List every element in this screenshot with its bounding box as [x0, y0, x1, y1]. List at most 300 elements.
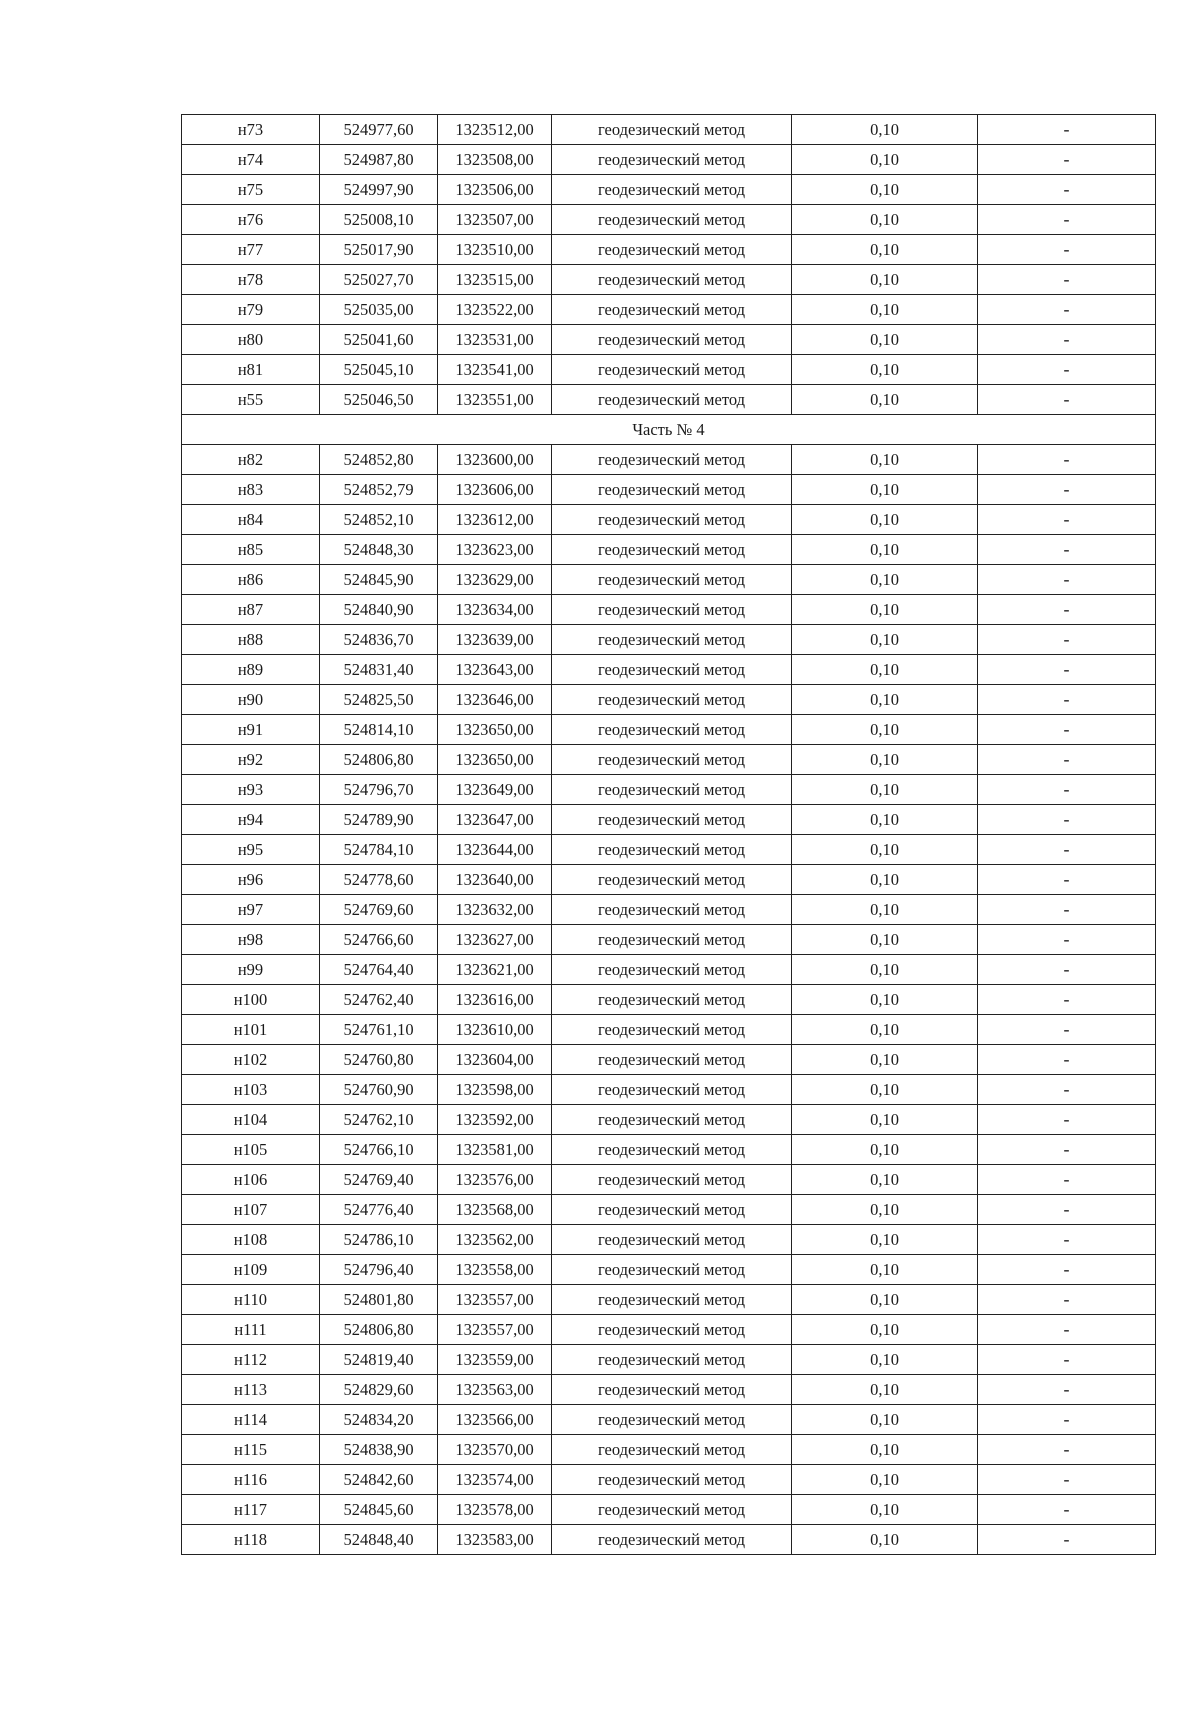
accuracy-cell: 0,10: [792, 175, 978, 205]
table-row: [182, 1495, 1156, 1525]
point-name-cell: н94: [182, 805, 320, 835]
table-row: [182, 205, 1156, 235]
x-coordinate-cell: 525046,50: [320, 385, 438, 415]
point-name-cell: н116: [182, 1465, 320, 1495]
table-row: [182, 235, 1156, 265]
y-coordinate-cell: 1323566,00: [438, 1405, 552, 1435]
point-name-cell: н83: [182, 475, 320, 505]
point-name-cell: н105: [182, 1135, 320, 1165]
x-coordinate-cell: 524784,10: [320, 835, 438, 865]
point-name-cell: н97: [182, 895, 320, 925]
accuracy-cell: 0,10: [792, 895, 978, 925]
x-coordinate-cell: 524977,60: [320, 115, 438, 145]
table-row: [182, 955, 1156, 985]
accuracy-cell: 0,10: [792, 235, 978, 265]
method-cell: геодезический метод: [552, 625, 792, 655]
note-cell: -: [978, 775, 1156, 805]
method-cell: геодезический метод: [552, 1135, 792, 1165]
method-cell: геодезический метод: [552, 1345, 792, 1375]
coordinates-table: [181, 114, 1156, 1555]
x-coordinate-cell: 524852,80: [320, 445, 438, 475]
point-name-cell: н110: [182, 1285, 320, 1315]
y-coordinate-cell: 1323531,00: [438, 325, 552, 355]
accuracy-cell: 0,10: [792, 1315, 978, 1345]
y-coordinate-cell: 1323557,00: [438, 1315, 552, 1345]
table-row: [182, 1465, 1156, 1495]
note-cell: -: [978, 175, 1156, 205]
x-coordinate-cell: 524852,79: [320, 475, 438, 505]
method-cell: геодезический метод: [552, 1225, 792, 1255]
y-coordinate-cell: 1323646,00: [438, 685, 552, 715]
table-row: [182, 715, 1156, 745]
accuracy-cell: 0,10: [792, 805, 978, 835]
method-cell: геодезический метод: [552, 685, 792, 715]
method-cell: геодезический метод: [552, 565, 792, 595]
accuracy-cell: 0,10: [792, 1135, 978, 1165]
table-row: [182, 295, 1156, 325]
table-row: [182, 115, 1156, 145]
note-cell: -: [978, 715, 1156, 745]
note-cell: -: [978, 505, 1156, 535]
method-cell: геодезический метод: [552, 1525, 792, 1555]
method-cell: геодезический метод: [552, 865, 792, 895]
method-cell: геодезический метод: [552, 1015, 792, 1045]
note-cell: -: [978, 1285, 1156, 1315]
table-row: [182, 505, 1156, 535]
x-coordinate-cell: 524987,80: [320, 145, 438, 175]
accuracy-cell: 0,10: [792, 655, 978, 685]
note-cell: -: [978, 685, 1156, 715]
x-coordinate-cell: 524786,10: [320, 1225, 438, 1255]
x-coordinate-cell: 524848,40: [320, 1525, 438, 1555]
y-coordinate-cell: 1323621,00: [438, 955, 552, 985]
point-name-cell: н101: [182, 1015, 320, 1045]
table-row: [182, 925, 1156, 955]
table-row: [182, 265, 1156, 295]
table-row: [182, 1375, 1156, 1405]
accuracy-cell: 0,10: [792, 475, 978, 505]
coordinates-table-body: [182, 115, 1156, 1555]
x-coordinate-cell: 524760,80: [320, 1045, 438, 1075]
note-cell: -: [978, 145, 1156, 175]
method-cell: геодезический метод: [552, 1255, 792, 1285]
accuracy-cell: 0,10: [792, 745, 978, 775]
table-row: [182, 1315, 1156, 1345]
note-cell: -: [978, 1435, 1156, 1465]
y-coordinate-cell: 1323643,00: [438, 655, 552, 685]
note-cell: -: [978, 655, 1156, 685]
table-row: [182, 625, 1156, 655]
table-row: [182, 745, 1156, 775]
y-coordinate-cell: 1323600,00: [438, 445, 552, 475]
x-coordinate-cell: 524762,10: [320, 1105, 438, 1135]
x-coordinate-cell: 524825,50: [320, 685, 438, 715]
table-row: [182, 805, 1156, 835]
table-row: [182, 1255, 1156, 1285]
accuracy-cell: 0,10: [792, 1165, 978, 1195]
accuracy-cell: 0,10: [792, 595, 978, 625]
method-cell: геодезический метод: [552, 1375, 792, 1405]
method-cell: геодезический метод: [552, 325, 792, 355]
y-coordinate-cell: 1323574,00: [438, 1465, 552, 1495]
y-coordinate-cell: 1323612,00: [438, 505, 552, 535]
accuracy-cell: 0,10: [792, 955, 978, 985]
y-coordinate-cell: 1323515,00: [438, 265, 552, 295]
note-cell: -: [978, 1225, 1156, 1255]
note-cell: -: [978, 1075, 1156, 1105]
point-name-cell: н102: [182, 1045, 320, 1075]
table-row: [182, 1525, 1156, 1555]
y-coordinate-cell: 1323627,00: [438, 925, 552, 955]
y-coordinate-cell: 1323616,00: [438, 985, 552, 1015]
accuracy-cell: 0,10: [792, 1195, 978, 1225]
note-cell: -: [978, 1405, 1156, 1435]
note-cell: -: [978, 595, 1156, 625]
table-row: [182, 475, 1156, 505]
y-coordinate-cell: 1323592,00: [438, 1105, 552, 1135]
table-row: [182, 1285, 1156, 1315]
table-row: [182, 565, 1156, 595]
accuracy-cell: 0,10: [792, 985, 978, 1015]
x-coordinate-cell: 524842,60: [320, 1465, 438, 1495]
accuracy-cell: 0,10: [792, 1255, 978, 1285]
method-cell: геодезический метод: [552, 955, 792, 985]
accuracy-cell: 0,10: [792, 385, 978, 415]
table-row: [182, 1435, 1156, 1465]
point-name-cell: н92: [182, 745, 320, 775]
point-name-cell: н115: [182, 1435, 320, 1465]
note-cell: -: [978, 205, 1156, 235]
x-coordinate-cell: 524831,40: [320, 655, 438, 685]
x-coordinate-cell: 524760,90: [320, 1075, 438, 1105]
x-coordinate-cell: 524845,60: [320, 1495, 438, 1525]
x-coordinate-cell: 525027,70: [320, 265, 438, 295]
accuracy-cell: 0,10: [792, 445, 978, 475]
y-coordinate-cell: 1323649,00: [438, 775, 552, 805]
accuracy-cell: 0,10: [792, 715, 978, 745]
note-cell: -: [978, 1165, 1156, 1195]
point-name-cell: н82: [182, 445, 320, 475]
x-coordinate-cell: 524836,70: [320, 625, 438, 655]
y-coordinate-cell: 1323647,00: [438, 805, 552, 835]
x-coordinate-cell: 524776,40: [320, 1195, 438, 1225]
accuracy-cell: 0,10: [792, 1525, 978, 1555]
point-name-cell: н98: [182, 925, 320, 955]
x-coordinate-cell: 524766,60: [320, 925, 438, 955]
point-name-cell: н96: [182, 865, 320, 895]
note-cell: -: [978, 235, 1156, 265]
method-cell: геодезический метод: [552, 1105, 792, 1135]
note-cell: -: [978, 265, 1156, 295]
method-cell: геодезический метод: [552, 295, 792, 325]
method-cell: геодезический метод: [552, 355, 792, 385]
point-name-cell: н88: [182, 625, 320, 655]
point-name-cell: н85: [182, 535, 320, 565]
accuracy-cell: 0,10: [792, 1075, 978, 1105]
method-cell: геодезический метод: [552, 1195, 792, 1225]
accuracy-cell: 0,10: [792, 925, 978, 955]
y-coordinate-cell: 1323623,00: [438, 535, 552, 565]
method-cell: геодезический метод: [552, 535, 792, 565]
method-cell: геодезический метод: [552, 595, 792, 625]
method-cell: геодезический метод: [552, 115, 792, 145]
x-coordinate-cell: 524852,10: [320, 505, 438, 535]
y-coordinate-cell: 1323562,00: [438, 1225, 552, 1255]
note-cell: -: [978, 445, 1156, 475]
method-cell: геодезический метод: [552, 205, 792, 235]
point-name-cell: н80: [182, 325, 320, 355]
point-name-cell: н100: [182, 985, 320, 1015]
x-coordinate-cell: 524769,60: [320, 895, 438, 925]
x-coordinate-cell: 524766,10: [320, 1135, 438, 1165]
point-name-cell: н76: [182, 205, 320, 235]
table-row: [182, 175, 1156, 205]
note-cell: -: [978, 835, 1156, 865]
accuracy-cell: 0,10: [792, 355, 978, 385]
y-coordinate-cell: 1323634,00: [438, 595, 552, 625]
note-cell: -: [978, 745, 1156, 775]
x-coordinate-cell: 525017,90: [320, 235, 438, 265]
table-row: [182, 1105, 1156, 1135]
point-name-cell: н109: [182, 1255, 320, 1285]
table-row: [182, 595, 1156, 625]
accuracy-cell: 0,10: [792, 1405, 978, 1435]
note-cell: -: [978, 865, 1156, 895]
accuracy-cell: 0,10: [792, 1495, 978, 1525]
note-cell: -: [978, 895, 1156, 925]
method-cell: геодезический метод: [552, 1435, 792, 1465]
table-row: [182, 445, 1156, 475]
table-row: [182, 895, 1156, 925]
note-cell: -: [978, 1135, 1156, 1165]
accuracy-cell: 0,10: [792, 1285, 978, 1315]
point-name-cell: н118: [182, 1525, 320, 1555]
accuracy-cell: 0,10: [792, 775, 978, 805]
table-row: [182, 1135, 1156, 1165]
point-name-cell: н103: [182, 1075, 320, 1105]
table-row: [182, 1195, 1156, 1225]
x-coordinate-cell: 524769,40: [320, 1165, 438, 1195]
note-cell: -: [978, 1045, 1156, 1075]
x-coordinate-cell: 524761,10: [320, 1015, 438, 1045]
table-row: [182, 1045, 1156, 1075]
section-title: Часть № 4: [182, 415, 1156, 445]
note-cell: -: [978, 1105, 1156, 1135]
accuracy-cell: 0,10: [792, 115, 978, 145]
note-cell: -: [978, 115, 1156, 145]
y-coordinate-cell: 1323506,00: [438, 175, 552, 205]
point-name-cell: н117: [182, 1495, 320, 1525]
point-name-cell: н107: [182, 1195, 320, 1225]
y-coordinate-cell: 1323610,00: [438, 1015, 552, 1045]
x-coordinate-cell: 524845,90: [320, 565, 438, 595]
method-cell: геодезический метод: [552, 445, 792, 475]
method-cell: геодезический метод: [552, 475, 792, 505]
method-cell: геодезический метод: [552, 235, 792, 265]
point-name-cell: н104: [182, 1105, 320, 1135]
accuracy-cell: 0,10: [792, 1045, 978, 1075]
note-cell: -: [978, 1345, 1156, 1375]
accuracy-cell: 0,10: [792, 1225, 978, 1255]
table-row: [182, 355, 1156, 385]
x-coordinate-cell: 525045,10: [320, 355, 438, 385]
point-name-cell: н75: [182, 175, 320, 205]
accuracy-cell: 0,10: [792, 1465, 978, 1495]
point-name-cell: н93: [182, 775, 320, 805]
method-cell: геодезический метод: [552, 985, 792, 1015]
y-coordinate-cell: 1323650,00: [438, 715, 552, 745]
note-cell: -: [978, 565, 1156, 595]
accuracy-cell: 0,10: [792, 325, 978, 355]
point-name-cell: н95: [182, 835, 320, 865]
accuracy-cell: 0,10: [792, 295, 978, 325]
y-coordinate-cell: 1323522,00: [438, 295, 552, 325]
point-name-cell: н90: [182, 685, 320, 715]
note-cell: -: [978, 295, 1156, 325]
point-name-cell: н74: [182, 145, 320, 175]
accuracy-cell: 0,10: [792, 1015, 978, 1045]
point-name-cell: н112: [182, 1345, 320, 1375]
y-coordinate-cell: 1323563,00: [438, 1375, 552, 1405]
point-name-cell: н79: [182, 295, 320, 325]
table-row: [182, 1405, 1156, 1435]
x-coordinate-cell: 525035,00: [320, 295, 438, 325]
y-coordinate-cell: 1323507,00: [438, 205, 552, 235]
method-cell: геодезический метод: [552, 1495, 792, 1525]
x-coordinate-cell: 524778,60: [320, 865, 438, 895]
note-cell: -: [978, 535, 1156, 565]
accuracy-cell: 0,10: [792, 1345, 978, 1375]
method-cell: геодезический метод: [552, 805, 792, 835]
method-cell: геодезический метод: [552, 1075, 792, 1105]
point-name-cell: н86: [182, 565, 320, 595]
y-coordinate-cell: 1323581,00: [438, 1135, 552, 1165]
x-coordinate-cell: 524806,80: [320, 745, 438, 775]
method-cell: геодезический метод: [552, 175, 792, 205]
table-row: [182, 1165, 1156, 1195]
point-name-cell: н84: [182, 505, 320, 535]
y-coordinate-cell: 1323568,00: [438, 1195, 552, 1225]
method-cell: геодезический метод: [552, 775, 792, 805]
table-row: [182, 1225, 1156, 1255]
method-cell: геодезический метод: [552, 715, 792, 745]
note-cell: -: [978, 925, 1156, 955]
method-cell: геодезический метод: [552, 145, 792, 175]
y-coordinate-cell: 1323606,00: [438, 475, 552, 505]
method-cell: геодезический метод: [552, 1045, 792, 1075]
x-coordinate-cell: 524829,60: [320, 1375, 438, 1405]
method-cell: геодезический метод: [552, 895, 792, 925]
table-row: [182, 1015, 1156, 1045]
x-coordinate-cell: 524796,70: [320, 775, 438, 805]
x-coordinate-cell: 524801,80: [320, 1285, 438, 1315]
x-coordinate-cell: 525008,10: [320, 205, 438, 235]
table-row: [182, 145, 1156, 175]
y-coordinate-cell: 1323640,00: [438, 865, 552, 895]
note-cell: -: [978, 475, 1156, 505]
x-coordinate-cell: 524814,10: [320, 715, 438, 745]
accuracy-cell: 0,10: [792, 145, 978, 175]
note-cell: -: [978, 1495, 1156, 1525]
x-coordinate-cell: 525041,60: [320, 325, 438, 355]
table-row: [182, 1075, 1156, 1105]
accuracy-cell: 0,10: [792, 1105, 978, 1135]
y-coordinate-cell: 1323639,00: [438, 625, 552, 655]
y-coordinate-cell: 1323551,00: [438, 385, 552, 415]
x-coordinate-cell: 524764,40: [320, 955, 438, 985]
point-name-cell: н91: [182, 715, 320, 745]
note-cell: -: [978, 325, 1156, 355]
y-coordinate-cell: 1323510,00: [438, 235, 552, 265]
accuracy-cell: 0,10: [792, 835, 978, 865]
point-name-cell: н114: [182, 1405, 320, 1435]
method-cell: геодезический метод: [552, 745, 792, 775]
note-cell: -: [978, 985, 1156, 1015]
table-row: [182, 775, 1156, 805]
point-name-cell: н106: [182, 1165, 320, 1195]
note-cell: -: [978, 1255, 1156, 1285]
y-coordinate-cell: 1323578,00: [438, 1495, 552, 1525]
note-cell: -: [978, 805, 1156, 835]
table-row: [182, 325, 1156, 355]
y-coordinate-cell: 1323598,00: [438, 1075, 552, 1105]
method-cell: геодезический метод: [552, 925, 792, 955]
method-cell: геодезический метод: [552, 1165, 792, 1195]
note-cell: -: [978, 385, 1156, 415]
note-cell: -: [978, 1525, 1156, 1555]
note-cell: -: [978, 1315, 1156, 1345]
accuracy-cell: 0,10: [792, 685, 978, 715]
y-coordinate-cell: 1323512,00: [438, 115, 552, 145]
y-coordinate-cell: 1323604,00: [438, 1045, 552, 1075]
x-coordinate-cell: 524819,40: [320, 1345, 438, 1375]
y-coordinate-cell: 1323632,00: [438, 895, 552, 925]
table-row: [182, 865, 1156, 895]
y-coordinate-cell: 1323576,00: [438, 1165, 552, 1195]
x-coordinate-cell: 524806,80: [320, 1315, 438, 1345]
method-cell: геодезический метод: [552, 265, 792, 295]
accuracy-cell: 0,10: [792, 1435, 978, 1465]
accuracy-cell: 0,10: [792, 625, 978, 655]
method-cell: геодезический метод: [552, 385, 792, 415]
note-cell: -: [978, 355, 1156, 385]
y-coordinate-cell: 1323644,00: [438, 835, 552, 865]
note-cell: -: [978, 1375, 1156, 1405]
y-coordinate-cell: 1323583,00: [438, 1525, 552, 1555]
accuracy-cell: 0,10: [792, 205, 978, 235]
point-name-cell: н77: [182, 235, 320, 265]
y-coordinate-cell: 1323541,00: [438, 355, 552, 385]
y-coordinate-cell: 1323558,00: [438, 1255, 552, 1285]
table-row: [182, 1345, 1156, 1375]
table-row: [182, 385, 1156, 415]
x-coordinate-cell: 524838,90: [320, 1435, 438, 1465]
x-coordinate-cell: 524848,30: [320, 535, 438, 565]
point-name-cell: н113: [182, 1375, 320, 1405]
x-coordinate-cell: 524796,40: [320, 1255, 438, 1285]
method-cell: геодезический метод: [552, 1285, 792, 1315]
point-name-cell: н55: [182, 385, 320, 415]
note-cell: -: [978, 955, 1156, 985]
x-coordinate-cell: 524789,90: [320, 805, 438, 835]
accuracy-cell: 0,10: [792, 535, 978, 565]
method-cell: геодезический метод: [552, 835, 792, 865]
point-name-cell: н108: [182, 1225, 320, 1255]
method-cell: геодезический метод: [552, 1315, 792, 1345]
y-coordinate-cell: 1323559,00: [438, 1345, 552, 1375]
accuracy-cell: 0,10: [792, 565, 978, 595]
point-name-cell: н73: [182, 115, 320, 145]
